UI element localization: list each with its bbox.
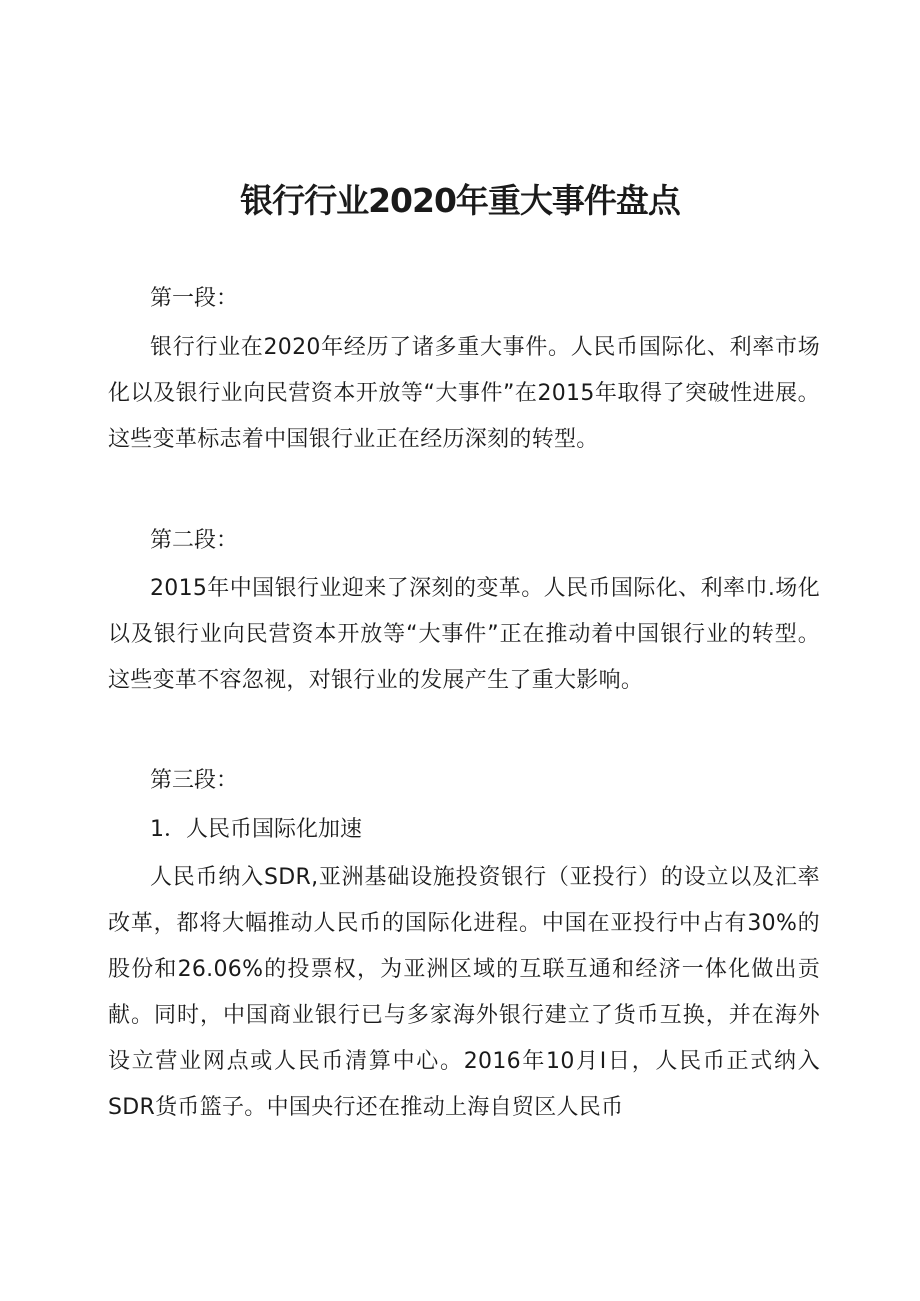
section-1-label: 第一段： [150, 286, 239, 311]
section-3-label: 第三段： [150, 768, 239, 793]
section-2-paragraph: 2015年中国银行业迎来了深刻的变革。人民币国际化、利率巾.场化以及银行业向民营资本开放等“大事件”正在推动着中国银行业的转型。这些变革不容忽视，对银行业的发展产生了重大影响。 [108, 576, 820, 693]
document-title: 银行行业2020年重大事件盘点 [240, 181, 680, 220]
section-2-label: 第二段： [150, 528, 239, 553]
section-3-paragraph: 人民币纳入SDR,亚洲基础设施投资银行（亚投行）的设立以及汇率改革，都将大幅推动人民币的国际化进程。中国在亚投行中占有30%的股份和26.06%的投票权，为亚洲区域的互联互通和经济一体化做出贡献。同时，中国商业银行已与多家海外银行建立了货币互换，并在海外设立营业网点或人民币清算中心。2016年10月I日，人民币正式纳入SDR货币篮子。中国央行还在推动上海自贸区人民币 [108, 865, 820, 1120]
section-3-subheading: 1．人民币国际化加速 [150, 817, 362, 842]
section-1-paragraph: 银行行业在2020年经历了诸多重大事件。人民币国际化、利率市场化以及银行业向民营资本开放等“大事件”在2015年取得了突破性进展。这些变革标志着中国银行业正在经历深刻的转型。 [108, 335, 820, 452]
